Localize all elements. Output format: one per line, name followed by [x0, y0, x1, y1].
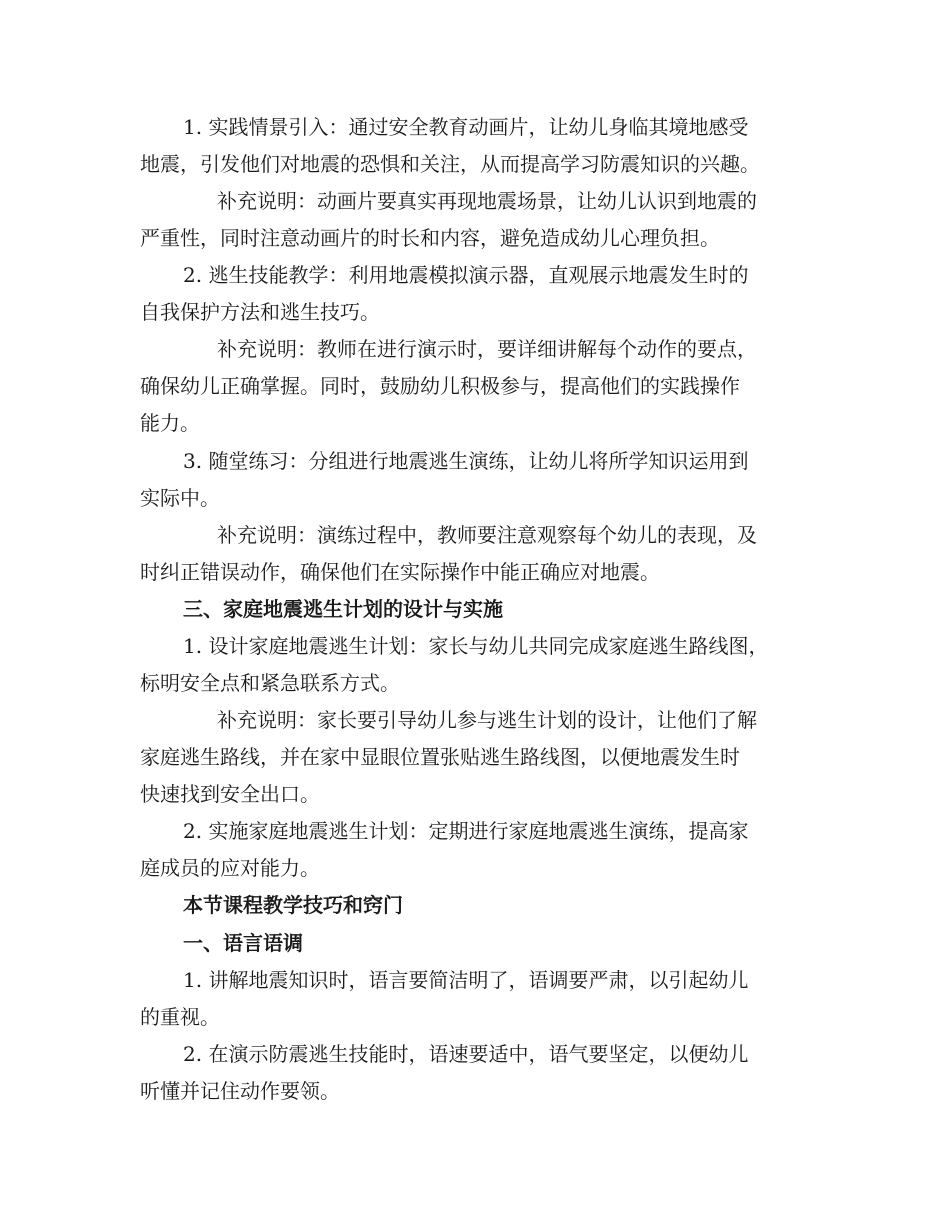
text-line: 实际中。 [140, 486, 220, 510]
text-line: 地震，引发他们对地震的恐惧和关注，从而提高学习防震知识的兴趣。 [140, 152, 760, 176]
text-line: 补充说明：演练过程中，教师要注意观察每个幼儿的表现，及 [217, 523, 757, 547]
text-line: 1. 讲解地震知识时，语言要简洁明了，语调要严肃，以引起幼儿 [183, 968, 749, 992]
section-heading: 一、语言语调 [183, 931, 303, 955]
text-line: 补充说明：教师在进行演示时，要详细讲解每个动作的要点， [217, 337, 757, 361]
text-line: 标明安全点和紧急联系方式。 [140, 671, 400, 695]
text-line: 1. 实践情景引入：通过安全教育动画片，让幼儿身临其境地感受 [183, 115, 749, 139]
text-line: 补充说明：动画片要真实再现地震场景，让幼儿认识到地震的 [217, 189, 757, 213]
text-line: 1. 设计家庭地震逃生计划：家长与幼儿共同完成家庭逃生路线图， [183, 634, 769, 658]
text-line: 确保幼儿正确掌握。同时，鼓励幼儿积极参与，提高他们的实践操作 [140, 374, 740, 398]
text-line: 快速找到安全出口。 [140, 782, 320, 806]
text-line: 时纠正错误动作，确保他们在实际操作中能正确应对地震。 [140, 560, 660, 584]
text-line: 的重视。 [140, 1005, 220, 1029]
text-line: 家庭逃生路线，并在家中显眼位置张贴逃生路线图，以便地震发生时 [140, 745, 740, 769]
section-heading: 三、家庭地震逃生计划的设计与实施 [183, 597, 503, 621]
text-line: 2. 实施家庭地震逃生计划：定期进行家庭地震逃生演练，提高家 [183, 819, 749, 843]
text-line: 补充说明：家长要引导幼儿参与逃生计划的设计，让他们了解 [217, 708, 757, 732]
text-line: 庭成员的应对能力。 [140, 856, 320, 880]
section-heading: 本节课程教学技巧和窍门 [183, 893, 403, 917]
text-line: 3. 随堂练习：分组进行地震逃生演练，让幼儿将所学知识运用到 [183, 449, 749, 473]
text-line: 严重性，同时注意动画片的时长和内容，避免造成幼儿心理负担。 [140, 226, 720, 250]
text-line: 2. 在演示防震逃生技能时，语速要适中，语气要坚定，以便幼儿 [183, 1042, 749, 1066]
text-line: 能力。 [140, 411, 200, 435]
text-line: 听懂并记住动作要领。 [140, 1079, 340, 1103]
text-line: 2. 逃生技能教学：利用地震模拟演示器，直观展示地震发生时的 [183, 263, 749, 287]
text-line: 自我保护方法和逃生技巧。 [140, 300, 380, 324]
